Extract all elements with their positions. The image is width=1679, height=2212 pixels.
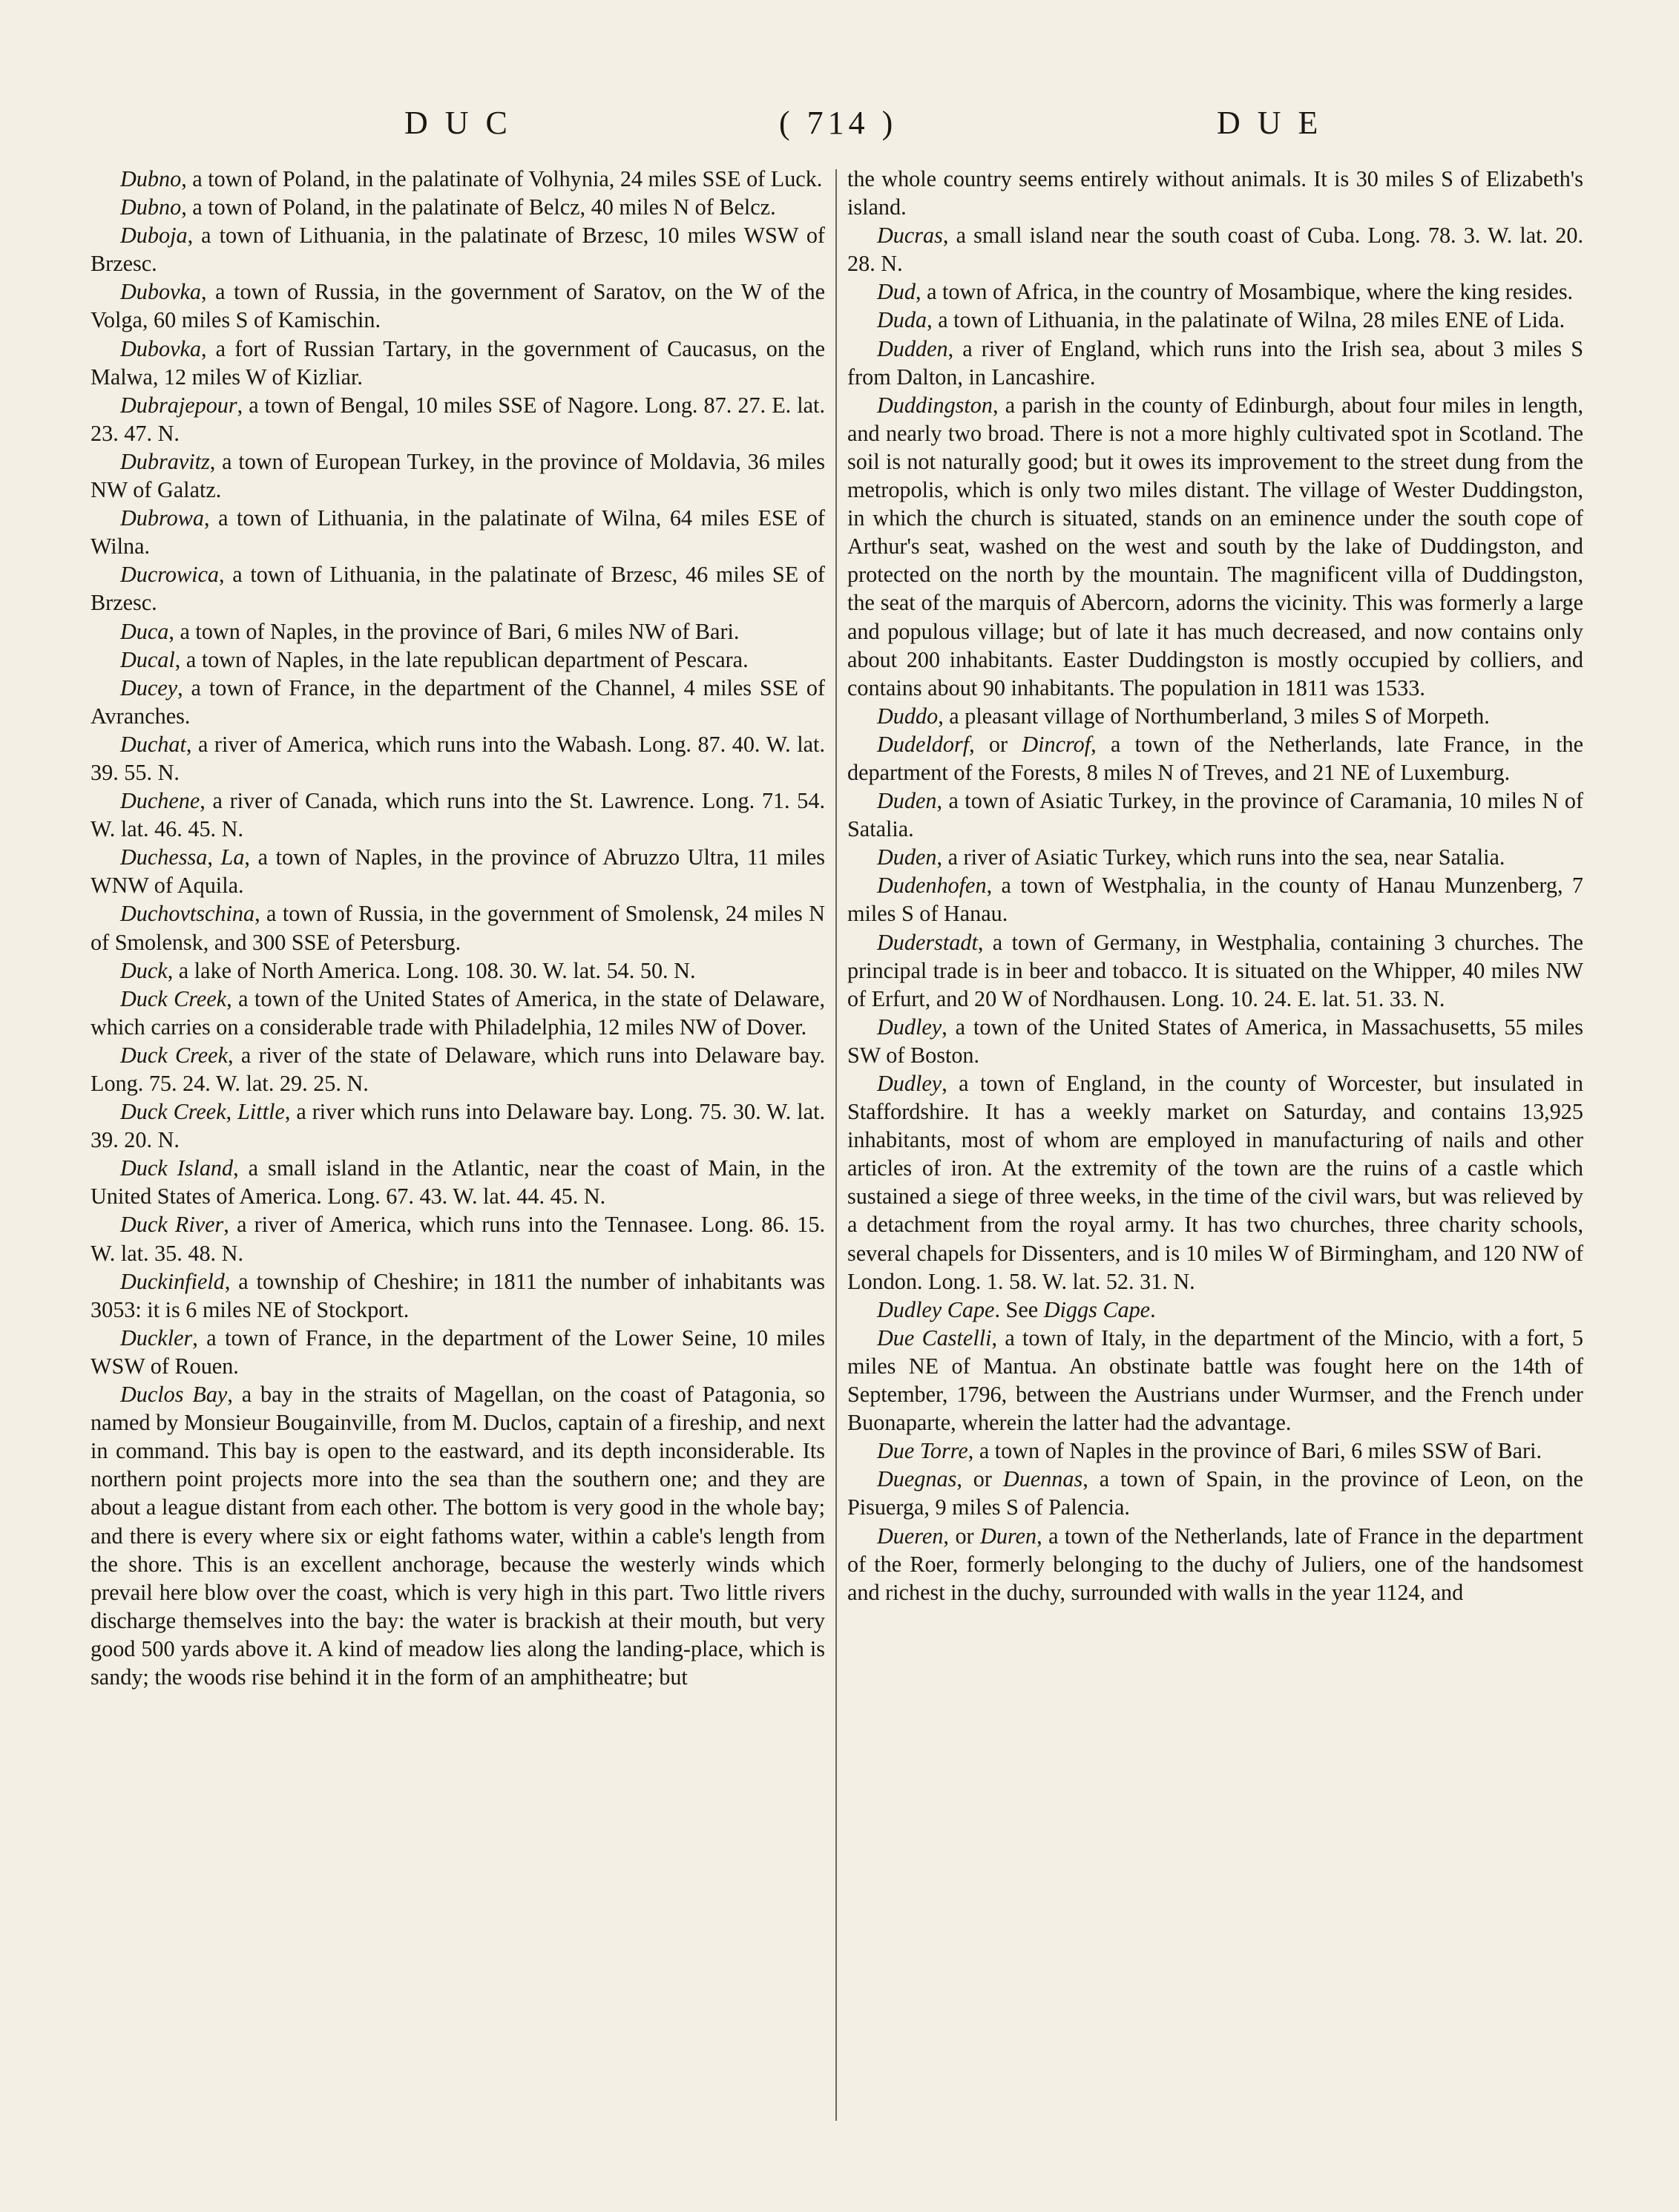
entry-headword: Dudley	[877, 1071, 942, 1096]
entry-headword: Duboja	[120, 223, 188, 249]
entry-alt-headword: Diggs Cape	[1043, 1296, 1151, 1322]
header-left-catchword: D U C	[404, 105, 512, 141]
gazetteer-entry	[91, 504, 825, 560]
entry-text: , a river which runs into Delaware bay. Long. 75. 30. W. lat. 39. 20. N.	[91, 1099, 825, 1153]
entry-text: , a river of Asiatic Turkey, which runs into the sea, near Satalia.	[936, 844, 1505, 870]
entry-text: , a lake of North America. Long. 108. 30. W. lat. 54. 50. N.	[167, 957, 696, 983]
gazetteer-entry	[91, 730, 825, 787]
entry-headword: Duchat	[120, 731, 186, 757]
gazetteer-entry	[91, 899, 825, 956]
gazetteer-entry	[847, 391, 1583, 702]
entry-text: , a town of the Netherlands, late of France in the department of the Roer, formerly belonging to the duchy of Juliers, one of the handsomest and richest in the duchy, surrounded with walls in the year 1124, and	[847, 1523, 1583, 1605]
entry-text: , a town of Spain, in the province of Leon, on the Pisuerga, 9 miles S of Palencia.	[847, 1466, 1583, 1520]
entry-connector: ,	[207, 844, 221, 870]
entry-text: , a river of America, which runs into the Tennasee. Long. 86. 15. W. lat. 35. 48. N.	[91, 1212, 825, 1266]
entry-alt-headword: Dincrof	[1022, 731, 1091, 757]
entry-headword: Dubravitz	[120, 448, 210, 474]
gazetteer-entry	[91, 1380, 825, 1691]
entry-connector: , or	[956, 1466, 1003, 1492]
gazetteer-entry	[91, 335, 825, 391]
gazetteer-entry	[847, 1522, 1583, 1607]
entry-text: , a town of Asiatic Turkey, in the province of Caramania, 10 miles N of Satalia.	[847, 788, 1583, 842]
entry-text: , a town of Bengal, 10 miles SSE of Nagore. Long. 87. 27. E. lat. 23. 47. N.	[91, 392, 825, 446]
entry-text: , a bay in the straits of Magellan, on the coast of Patagonia, so named by Monsieur Bougainville, from M. Duclos, captain of a fireship, and next in command. This bay is open to the eastward, and its depth inconsiderable. Its northern point projects more into the sea than the southern one; and they are about a league distant from each other. The bottom is very good in the whole bay; and there is every where six or eight fathoms water, within a cable's length from the shore. This is an excellent anchorage, because the westerly winds which prevail here blow over the coast, which is very high in this part. Two little rivers discharge themselves into the bay: the water is brackish at their mouth, but very good 500 yards above it. A kind of meadow lies along the landing-place, which is sandy; the woods rise behind it in the form of an amphitheatre; but	[91, 1382, 825, 1690]
entry-text: , a pleasant village of Northumberland, 3 miles S of Morpeth.	[938, 703, 1490, 729]
gazetteer-entry	[847, 278, 1583, 306]
entry-headword: Ducras	[877, 223, 943, 249]
entry-text: , a township of Cheshire; in 1811 the number of inhabitants was 3053: it is 6 miles NE of Stockport.	[91, 1268, 825, 1322]
entry-text: , a town of Russia, in the government of Smolensk, 24 miles N of Smolensk, and 300 SSE of Petersburg.	[91, 901, 825, 955]
entry-connector: , or	[943, 1523, 981, 1549]
entry-connector: . See	[994, 1296, 1044, 1322]
entry-headword: Dudley	[877, 1014, 942, 1040]
entry-text: , a town of France, in the department of the Lower Seine, 10 miles WSW of Rouen.	[91, 1325, 825, 1379]
entry-alt-headword: Little	[237, 1099, 285, 1125]
continued-text: the whole country seems entirely without animals. It is 30 miles S of Elizabeth's island.	[847, 166, 1583, 220]
gazetteer-entry	[91, 674, 825, 730]
entry-text: , a town of Germany, in Westphalia, containing 3 churches. The principal trade is in beer and tobacco. It is situated on the Whipper, 40 miles NW of Erfurt, and 20 W of Nordhausen. Long. 10. 24. E. lat. 51. 33. N.	[847, 929, 1583, 1011]
entry-headword: Duckler	[120, 1325, 193, 1350]
entry-text: , a town of France, in the department of the Channel, 4 miles SSE of Avranches.	[91, 675, 825, 729]
entry-text: , a town of Lithuania, in the palatinate of Wilna, 64 miles ESE of Wilna.	[91, 505, 825, 559]
entry-text: , a town of Lithuania, in the palatinate of Wilna, 28 miles ENE of Lida.	[927, 307, 1565, 333]
gazetteer-entry	[847, 730, 1583, 787]
gazetteer-entry	[91, 1267, 825, 1324]
page-number: ( 714 )	[779, 105, 898, 141]
gazetteer-entry	[91, 391, 825, 447]
entry-text: , a town of Lithuania, in the palatinate of Brzesc, 10 miles WSW of Brzesc.	[91, 223, 825, 277]
entry-headword: Dubrowa	[120, 505, 204, 531]
entry-text: , a town of the United States of America, in the state of Delaware, which carries on a considerable trade with Philadelphia, 12 miles NW of Dover.	[91, 985, 825, 1040]
entry-text: , a river of the state of Delaware, which runs into Delaware bay. Long. 75. 24. W. lat. 29. 25. N.	[91, 1042, 825, 1096]
entry-headword: Dudley Cape	[877, 1296, 995, 1322]
entry-headword: Dubno	[120, 166, 182, 191]
entry-headword: Duck Creek	[120, 985, 227, 1011]
gazetteer-entry	[91, 646, 825, 674]
entry-headword: Duddingston	[877, 392, 993, 418]
entry-headword: Due Castelli	[877, 1325, 992, 1350]
entry-text: , a town of Poland, in the palatinate of Volhynia, 24 miles SSE of Luck.	[181, 166, 823, 191]
gazetteer-entry	[91, 560, 825, 617]
gazetteer-entry	[91, 985, 825, 1041]
entry-text: , a town of Westphalia, in the county of Hanau Munzenberg, 7 miles S of Hanau.	[847, 873, 1583, 927]
gazetteer-entry	[847, 335, 1583, 391]
entry-headword: Duda	[877, 307, 927, 333]
header-right-catchword: D U E	[1217, 105, 1323, 141]
entry-connector: , or	[969, 731, 1022, 757]
gazetteer-entry	[847, 1465, 1583, 1521]
entry-headword: Duca	[120, 618, 169, 644]
entry-headword: Ducey	[120, 675, 178, 700]
entry-text: , a small island in the Atlantic, near the coast of Main, in the United States of America. Long. 67. 43. W. lat. 44. 45. N.	[91, 1155, 825, 1210]
gazetteer-entry	[847, 306, 1583, 334]
entry-headword: Duck Creek	[120, 1099, 226, 1125]
gazetteer-entry	[91, 787, 825, 843]
entry-headword: Dueren	[877, 1523, 944, 1549]
entry-headword: Due Torre	[877, 1438, 968, 1464]
gazetteer-entry	[847, 1437, 1583, 1465]
gazetteer-entry	[91, 278, 825, 334]
entry-text: , a town of Naples, in the province of Abruzzo Ultra, 11 miles WNW of Aquila.	[91, 844, 825, 899]
entry-headword: Duden	[877, 788, 937, 814]
entry-text: , a town of Poland, in the palatinate of Belcz, 40 miles N of Belcz.	[181, 194, 776, 220]
entry-headword: Duden	[877, 844, 937, 870]
entry-headword: Duddo	[877, 703, 939, 729]
gazetteer-entry	[847, 787, 1583, 843]
entry-text: .	[1150, 1296, 1156, 1322]
entry-alt-headword: Duren	[980, 1523, 1037, 1549]
gazetteer-entry	[91, 1210, 825, 1267]
entry-headword: Duck River	[120, 1212, 224, 1238]
entry-text: , a town of Italy, in the department of the Mincio, with a fort, 5 miles NE of Mantua. An obstinate battle was fought here on the 14th of September, 1796, between the Austrians under Wurmser, and the French under Buonaparte, wherein the latter had the advantage.	[847, 1325, 1583, 1436]
entry-text: , a town of the United States of America, in Massachusetts, 55 miles SW of Boston.	[847, 1014, 1583, 1068]
entry-headword: Dubno	[120, 194, 182, 220]
gazetteer-entry	[847, 1013, 1583, 1069]
entry-headword: Duck Creek	[120, 1042, 228, 1068]
entry-headword: Duchessa	[120, 844, 208, 870]
entry-text: , a town of the Netherlands, late France, in the department of the Forests, 8 miles N of Treves, and 21 NE of Luxemburg.	[847, 731, 1583, 785]
left-column	[91, 165, 825, 2124]
gazetteer-entry	[847, 843, 1583, 871]
gazetteer-entry	[847, 928, 1583, 1013]
gazetteer-entry	[91, 221, 825, 278]
gazetteer-entry	[91, 1154, 825, 1210]
entry-text: , a town of Lithuania, in the palatinate of Brzesc, 46 miles SE of Brzesc.	[91, 562, 825, 616]
entry-headword: Dud	[877, 279, 916, 305]
entry-headword: Dubovka	[120, 335, 201, 361]
gazetteer-entry	[847, 702, 1583, 730]
gazetteer-entry	[91, 956, 825, 985]
entry-text: , a river of England, which runs into the Irish sea, about 3 miles S from Dalton, in Lancashire.	[847, 335, 1583, 390]
entry-connector: ,	[226, 1099, 238, 1125]
column-divider	[835, 169, 837, 2121]
entry-headword: Duchovtschina	[120, 901, 255, 927]
entry-headword: Duckinfield	[120, 1268, 225, 1294]
gazetteer-entry	[91, 447, 825, 504]
entry-alt-headword: La	[220, 844, 245, 870]
gazetteer-entry	[847, 221, 1583, 278]
entry-text: , a river of America, which runs into the Wabash. Long. 87. 40. W. lat. 39. 55. N.	[91, 731, 825, 785]
entry-headword: Dudeldorf	[877, 731, 970, 757]
entry-text: , a town of Africa, in the country of Mosambique, where the king resides.	[916, 279, 1574, 305]
entry-headword: Dubovka	[120, 279, 201, 305]
gazetteer-entry	[847, 1069, 1583, 1296]
entry-text: , a parish in the county of Edinburgh, about four miles in length, and nearly two broad. There is not a more highly cultivated spot in Scotland. The soil is not naturally good; but it owes its improvement to the street dung from the metropolis, which is only two miles distant. The village of Wester Duddingston, in which the church is situated, stands on an eminence under the south cope of Arthur's seat, washed on the west and south by the lake of Duddingston, and protected on the north by the mountain. The magnificent villa of Duddingston, the seat of the marquis of Abercorn, adorns the vicinity. This was formerly a large and populous village; but of late it has much decreased, and now contains only about 200 inhabitants. Easter Duddingston is mostly occupied by colliers, and contains about 90 inhabitants. The population in 1811 was 1533.	[847, 392, 1583, 700]
entry-headword: Duchene	[120, 788, 200, 814]
entry-headword: Duck	[120, 957, 168, 983]
entry-headword: Dubrajepour	[120, 392, 237, 418]
entry-headword: Ducal	[120, 646, 175, 672]
page-header	[111, 104, 1565, 148]
entry-text: , a town of Russia, in the government of Saratov, on the W of the Volga, 60 miles S of Kamischin.	[91, 279, 825, 333]
gazetteer-entry	[847, 1324, 1583, 1437]
gazetteer-entry	[91, 617, 825, 646]
gazetteer-entry	[847, 1296, 1583, 1324]
entry-headword: Dudenhofen	[877, 873, 987, 899]
entry-text: , a town of England, in the county of Worcester, but insulated in Staffordshire. It has a weekly market on Saturday, and contains 13,925 inhabitants, most of whom are employed in manufacturing of nails and other articles of iron. At the extremity of the town are the ruins of a castle which sustained a siege of three weeks, in the time of the civil wars, but was relieved by a detachment from the royal army. It has two churches, three charity schools, several chapels for Dissenters, and is 10 miles W of Birmingham, and 120 NW of London. Long. 1. 58. W. lat. 52. 31. N.	[847, 1071, 1583, 1294]
entry-text: , a small island near the south coast of Cuba. Long. 78. 3. W. lat. 20. 28. N.	[847, 223, 1583, 277]
entry-headword: Duegnas	[877, 1466, 957, 1492]
entry-text: , a town of Naples in the province of Bari, 6 miles SSW of Bari.	[967, 1438, 1542, 1464]
gazetteer-entry	[847, 165, 1583, 221]
entry-text: , a fort of Russian Tartary, in the government of Caucasus, on the Malwa, 12 miles W of Kizliar.	[91, 335, 825, 390]
right-column	[847, 165, 1583, 2124]
gazetteer-entry	[91, 1041, 825, 1097]
entry-headword: Duck Island	[120, 1155, 234, 1181]
entry-text: , a town of Naples, in the province of Bari, 6 miles NW of Bari.	[168, 618, 740, 644]
entry-text: , a town of Naples, in the late republican department of Pescara.	[174, 646, 749, 672]
gazetteer-entry	[847, 871, 1583, 928]
gazetteer-entry	[91, 1324, 825, 1380]
entry-headword: Duclos Bay	[120, 1382, 228, 1408]
gazetteer-entry	[91, 843, 825, 899]
entry-alt-headword: Duennas	[1002, 1466, 1083, 1492]
entry-headword: Dudden	[877, 335, 948, 361]
entry-headword: Duderstadt	[877, 929, 978, 955]
entry-headword: Ducrowica	[120, 562, 220, 588]
entry-text: , a town of European Turkey, in the province of Moldavia, 36 miles NW of Galatz.	[91, 448, 825, 503]
gazetteer-entry	[91, 193, 825, 221]
gazetteer-entry	[91, 165, 825, 193]
gazetteer-entry	[91, 1097, 825, 1154]
entry-text: , a river of Canada, which runs into the St. Lawrence. Long. 71. 54. W. lat. 46. 45. N.	[91, 788, 825, 842]
